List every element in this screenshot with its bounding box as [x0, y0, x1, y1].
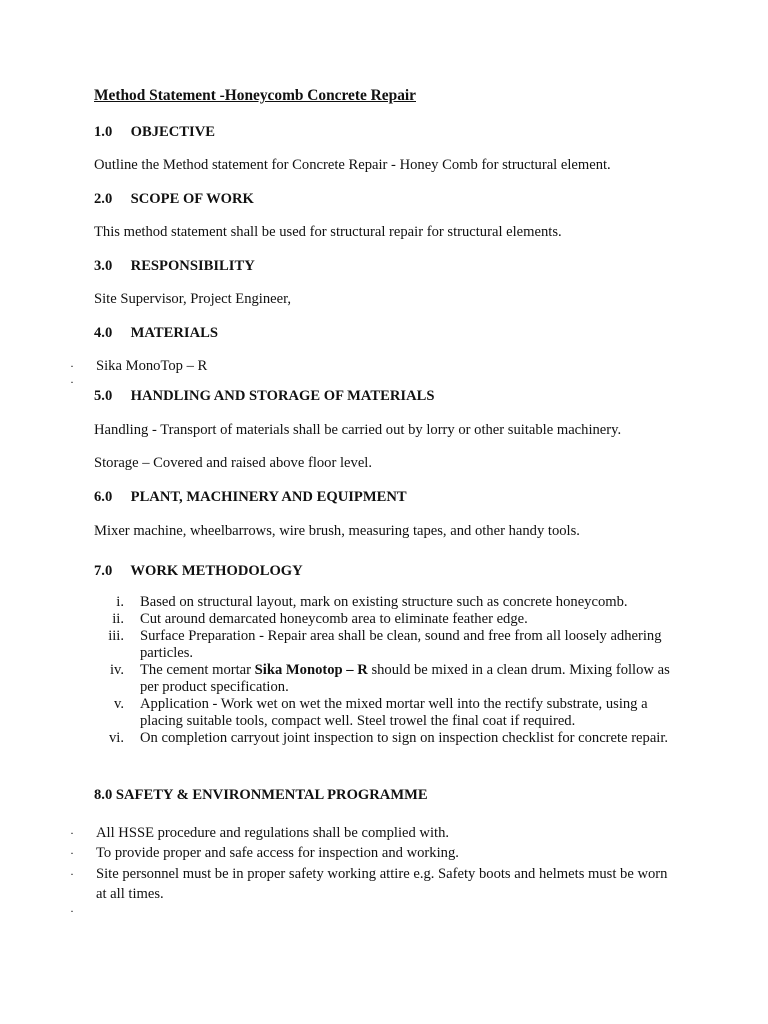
plant-text: Mixer machine, wheelbarrows, wire brush, measuring tapes, and other handy tools. [94, 523, 580, 539]
safety-item: To provide proper and safe access for inspection and working. [96, 845, 459, 861]
bullet-dot-icon: · [70, 867, 74, 881]
section-number: 7.0 [94, 563, 113, 579]
section-number: 3.0 [94, 258, 113, 274]
step-text-after: should be mixed in a clean drum. Mixing follow as per product specification. [140, 662, 670, 695]
step-number: ii. [112, 611, 124, 627]
section-heading-methodology [94, 563, 303, 580]
section-number: 5.0 [94, 388, 113, 404]
section-heading-objective [94, 124, 215, 141]
section-number: 4.0 [94, 325, 113, 341]
section-heading-materials [94, 325, 218, 342]
bullet-dot-icon: · [70, 359, 74, 373]
step-text: Based on structural layout, mark on existing structure such as concrete honeycomb. [140, 594, 628, 610]
materials-item: Sika MonoTop – R [96, 358, 208, 374]
bullet-dot-icon: · [70, 846, 74, 860]
empty-bullet-dot-icon: · [70, 375, 74, 389]
step-text: Surface Preparation - Repair area shall be clean, sound and free from all loosely adhering particles. [140, 628, 662, 661]
responsibility-text: Site Supervisor, Project Engineer, [94, 291, 292, 307]
section-heading-plant [94, 489, 407, 506]
methodology-step [94, 594, 684, 611]
section-heading-responsibility [94, 258, 255, 275]
section-title: MATERIALS [130, 325, 218, 341]
step-number: iii. [108, 628, 124, 644]
objective-text: Outline the Method statement for Concrete Repair - Honey Comb for structural element. [94, 157, 611, 173]
section-heading-safety: 8.0 SAFETY & ENVIRONMENTAL PROGRAMME [94, 787, 428, 803]
materials-bullet [70, 358, 680, 375]
step-text: Cut around demarcated honeycomb area to eliminate feather edge. [140, 611, 528, 627]
document-title: Method Statement -Honeycomb Concrete Repair [94, 87, 416, 104]
section-title: WORK METHODOLOGY [130, 563, 303, 579]
section-title: SCOPE OF WORK [130, 191, 254, 207]
safety-bullet [70, 825, 680, 842]
bullet-dot-icon: · [70, 826, 74, 840]
step-text-before: The cement mortar [140, 662, 255, 678]
section-title: OBJECTIVE [130, 124, 215, 140]
safety-item: All HSSE procedure and regulations shall be complied with. [96, 825, 450, 841]
section-title: RESPONSIBILITY [130, 258, 255, 274]
scope-text: This method statement shall be used for structural repair for structural elements. [94, 224, 562, 240]
handling-text: Handling - Transport of materials shall be carried out by lorry or other suitable machinery. [94, 422, 622, 438]
methodology-step [94, 730, 684, 747]
step-number: iv. [109, 662, 124, 678]
step-number: v. [114, 696, 124, 712]
step-text [94, 662, 684, 696]
section-heading-handling [94, 388, 434, 405]
step-number: i. [116, 594, 124, 610]
methodology-step [94, 662, 684, 696]
methodology-steps [94, 594, 684, 747]
step-text: Application - Work wet on wet the mixed mortar well into the rectify substrate, using a placing suitable tools, compact well. Steel trowel the final coat if required. [140, 696, 648, 729]
safety-bullet [70, 845, 680, 862]
methodology-step [94, 696, 684, 730]
safety-item: Site personnel must be in proper safety working attire e.g. Safety boots and helmets must be worn at all times. [96, 866, 668, 902]
methodology-step [94, 611, 684, 628]
section-title: HANDLING AND STORAGE OF MATERIALS [130, 388, 435, 404]
step-text: On completion carryout joint inspection to sign on inspection checklist for concrete repair. [140, 730, 669, 746]
product-name-bold: Sika Monotop – R [254, 662, 368, 678]
safety-bullet [70, 864, 680, 904]
methodology-step [94, 628, 684, 662]
section-number: 2.0 [94, 191, 113, 207]
section-number: 1.0 [94, 124, 113, 140]
empty-bullet-dot-icon: · [70, 904, 74, 918]
section-heading-scope [94, 191, 254, 208]
section-number: 6.0 [94, 489, 113, 505]
section-title: PLANT, MACHINERY AND EQUIPMENT [130, 489, 407, 505]
storage-text: Storage – Covered and raised above floor level. [94, 455, 372, 471]
step-number: vi. [109, 730, 124, 746]
